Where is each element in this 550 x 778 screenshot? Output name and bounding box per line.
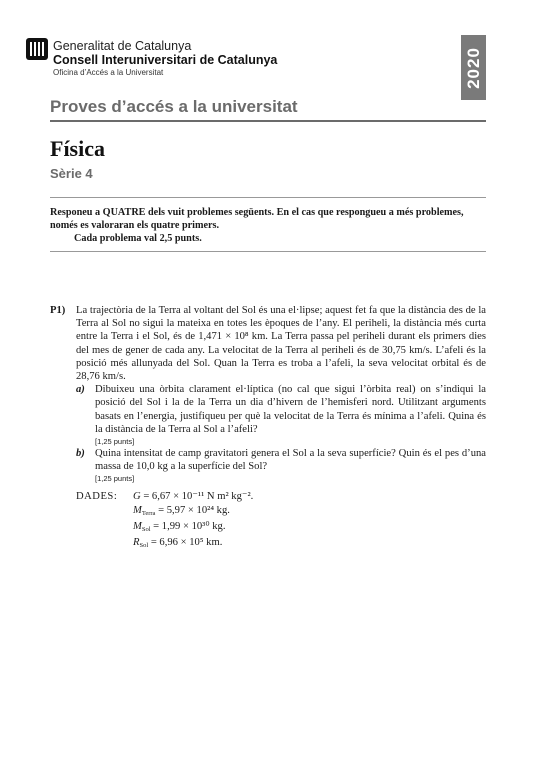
- data-g: G = 6,67 × 10⁻¹¹ N m² kg⁻².: [133, 491, 254, 503]
- data-mterra: $M_{Terra} = 5,97 \times 10^{24}$ kg.: [133, 504, 230, 517]
- data-msol: $M_{Sol} = 1,99 \times 10^{30}$ kg.: [133, 520, 226, 533]
- subject-title: Física: [50, 136, 105, 161]
- part-a-points: [1,25 punts]: [95, 437, 135, 447]
- data-label: DADES:: [76, 491, 118, 503]
- org-name-consell: Consell Interuniversitari de Catalunya: [53, 53, 278, 67]
- part-b-points: [1,25 punts]: [95, 474, 135, 484]
- problem-label: P1): [50, 305, 66, 316]
- problem-statement: La trajectòria de la Terra al voltant del Sol és una el·lipse; aquest fet fa que la distància des de la Terra al Sol no sigui la mateixa en totes les èpoques de l’any. El periheli, la distància més curta entre la Terra i el Sol, és de 1,471 × 10⁸ km. La Terra passa pel periheli durant els primers dies del mes de gener de cada any. La velocitat de la Terra al periheli és de 30,75 km/s. L’afeli és la posició més allunyada del Sol. Quan la Terra es troba a l’afeli, la seva velocitat orbital és de 28,76 km/s.: [76, 305, 486, 383]
- serie-label: Sèrie 4: [50, 166, 93, 181]
- year-badge: [461, 35, 486, 100]
- exam-title: Proves d’accés a la universitat: [50, 97, 298, 116]
- part-a: [76, 383, 486, 447]
- org-name-oficina: Oficina d’Accés a la Universitat: [53, 68, 164, 77]
- instructions: [50, 206, 486, 245]
- instructions-line-2: Cada problema val 2,5 punts.: [74, 233, 202, 244]
- divider: [50, 251, 486, 252]
- org-name-generalitat: Generalitat de Catalunya: [53, 39, 192, 53]
- part-b: [76, 447, 486, 484]
- divider: [50, 197, 486, 198]
- instructions-line-1: Responeu a QUATRE dels vuit problemes següents. En el cas que respongueu a més problemes, només es valoraran els quatre primers.: [50, 207, 464, 231]
- data-rsol: $R_{Sol} = 6,96 \times 10^5$ km.: [133, 537, 223, 550]
- part-b-text: Quina intensitat de camp gravitatori genera el Sol a la seva superfície? Quin és el pes d’una massa de 10,0 kg a la superfície del Sol?: [95, 448, 486, 473]
- generalitat-logo-icon: [26, 38, 48, 60]
- divider: [50, 120, 486, 122]
- part-a-text: Dibuixeu una òrbita clarament el·líptica (no cal que sigui l’òrbita real) on s’indiqui la posició del Sol i la de la Terra un dia d’hivern de l’hemisferi nord. Utilitzant arguments basats en l’energia, justifiqueu per què la velocitat de la Terra és mínima a l’afeli. Quina és la distància de la Terra al Sol a l’afeli?: [95, 384, 486, 435]
- part-b-letter: b): [76, 448, 85, 460]
- part-a-letter: a): [76, 384, 85, 396]
- problem-1: [50, 304, 486, 552]
- year-label: 2020: [463, 46, 483, 89]
- data-section: [76, 490, 486, 552]
